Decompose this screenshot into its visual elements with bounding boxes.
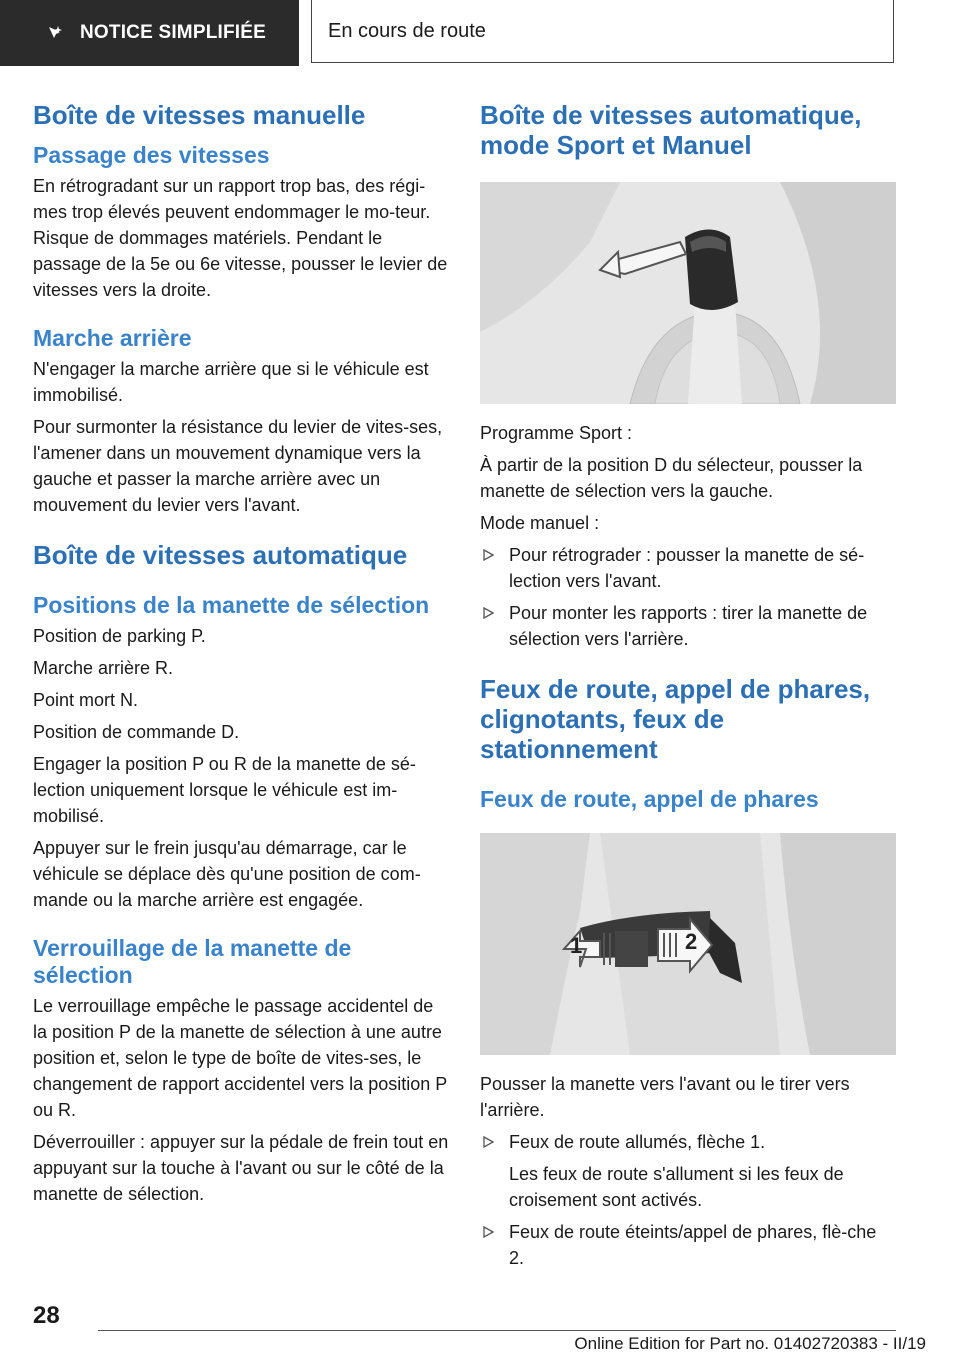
list-item: Pour rétrograder : pousser la manette de sé-lection vers l'avant.: [480, 542, 896, 594]
list-item: Feux de route éteints/appel de phares, flè-che 2.: [480, 1219, 896, 1271]
footer-divider: [98, 1330, 896, 1331]
paragraph-shifting: En rétrogradant sur un rapport trop bas, des régi-mes trop élevés peuvent endommager le mo-teur. Risque de dommages matériels. Pendant le passage de la 5e ou 6e vitesse, pousser le levier de vitesses vers la droite.: [33, 176, 448, 300]
heading-automatic-gearbox: Boîte de vitesses automatique: [33, 540, 408, 570]
arrow-label-1: 1: [570, 933, 583, 958]
manual-mode-list: [480, 542, 896, 652]
heading-manual-gearbox: Boîte de vitesses manuelle: [33, 100, 366, 130]
gear-selector-illustration: [480, 182, 896, 404]
triangle-bullet-icon: [482, 607, 494, 619]
paragraph-sport: À partir de la position D du sélecteur, pousser la manette de sélection vers la gauche.: [480, 455, 863, 501]
heading-shifting: Passage des vitesses: [33, 142, 270, 168]
paragraph-brake: Appuyer sur le frein jusqu'au démarrage, car le véhicule se déplace dès qu'une position de com-mande ou la marche arrière est engagée.: [33, 838, 421, 910]
right-column: [480, 100, 896, 1271]
label-sport-program: Programme Sport :: [480, 423, 633, 443]
page-number: 28: [33, 1302, 60, 1329]
chapter-box: [311, 0, 894, 63]
left-column: [33, 100, 451, 1207]
heading-high-beam: Feux de route, appel de phares: [480, 786, 819, 812]
paragraph-high-beam: Pousser la manette vers l'avant ou le tirer vers l'arrière.: [480, 1074, 850, 1120]
high-beam-list: [480, 1129, 896, 1271]
position-reverse: Marche arrière R.: [33, 658, 174, 678]
chapter-label: En cours de route: [328, 19, 486, 42]
high-beam-note: Les feux de route s'allument si les feux de croisement sont activés.: [509, 1164, 844, 1210]
section-label: NOTICE SIMPLIFIÉE: [80, 22, 267, 43]
paragraph-reverse-2: Pour surmonter la résistance du levier de vites-ses, l'amener dans un mouvement dynamique vers la gauche et passer la marche arrière avec un mouvement du levier vers l'avant.: [33, 417, 443, 515]
position-drive: Position de commande D.: [33, 722, 240, 742]
gear-selector-figure: [480, 182, 896, 404]
label-manual-mode: Mode manuel :: [480, 513, 600, 533]
edition-label: Online Edition for Part no. 01402720383 - II/19: [574, 1334, 926, 1353]
position-neutral: Point mort N.: [33, 690, 139, 710]
heading-lights: Feux de route, appel de phares, clignotants, feux de stationnement: [480, 674, 871, 764]
triangle-bullet-icon: [482, 1226, 494, 1238]
heading-selector-positions: Positions de la manette de sélection: [33, 592, 430, 618]
star-spark-icon: [44, 22, 66, 44]
triangle-bullet-icon: [482, 549, 494, 561]
paragraph-unlock: Déverrouiller : appuyer sur la pédale de frein tout en appuyant sur la touche à l'avant ou sur le côté de la manette de sélection.: [33, 1132, 449, 1204]
heading-sport-manual: Boîte de vitesses automatique, mode Sport et Manuel: [480, 100, 862, 160]
heading-reverse: Marche arrière: [33, 325, 192, 351]
paragraph-reverse-1: N'engager la marche arrière que si le véhicule est immobilisé.: [33, 359, 429, 405]
list-item: Pour monter les rapports : tirer la manette de sélection vers l'arrière.: [480, 600, 896, 652]
section-tab: [0, 0, 299, 66]
arrow-label-2: 2: [685, 929, 698, 954]
paragraph-lock: Le verrouillage empêche le passage accidentel de la position P de la manette de sélection à une autre position et, selon le type de boîte de vites-ses, le changement de rapport accidentel vers la position P ou R.: [33, 996, 447, 1120]
paragraph-engage: Engager la position P ou R de la manette de sé-lection uniquement lorsque le véhicule est im-mobilisé.: [33, 754, 416, 826]
triangle-bullet-icon: [482, 1136, 494, 1148]
page-header: [0, 0, 960, 66]
position-park: Position de parking P.: [33, 626, 206, 646]
heading-selector-lock: Verrouillage de la manette de sélection: [33, 935, 352, 988]
list-item: Feux de route allumés, flèche 1. Les feux de route s'allument si les feux de croisement sont activés.: [480, 1129, 896, 1213]
light-stalk-figure: [480, 833, 896, 1055]
